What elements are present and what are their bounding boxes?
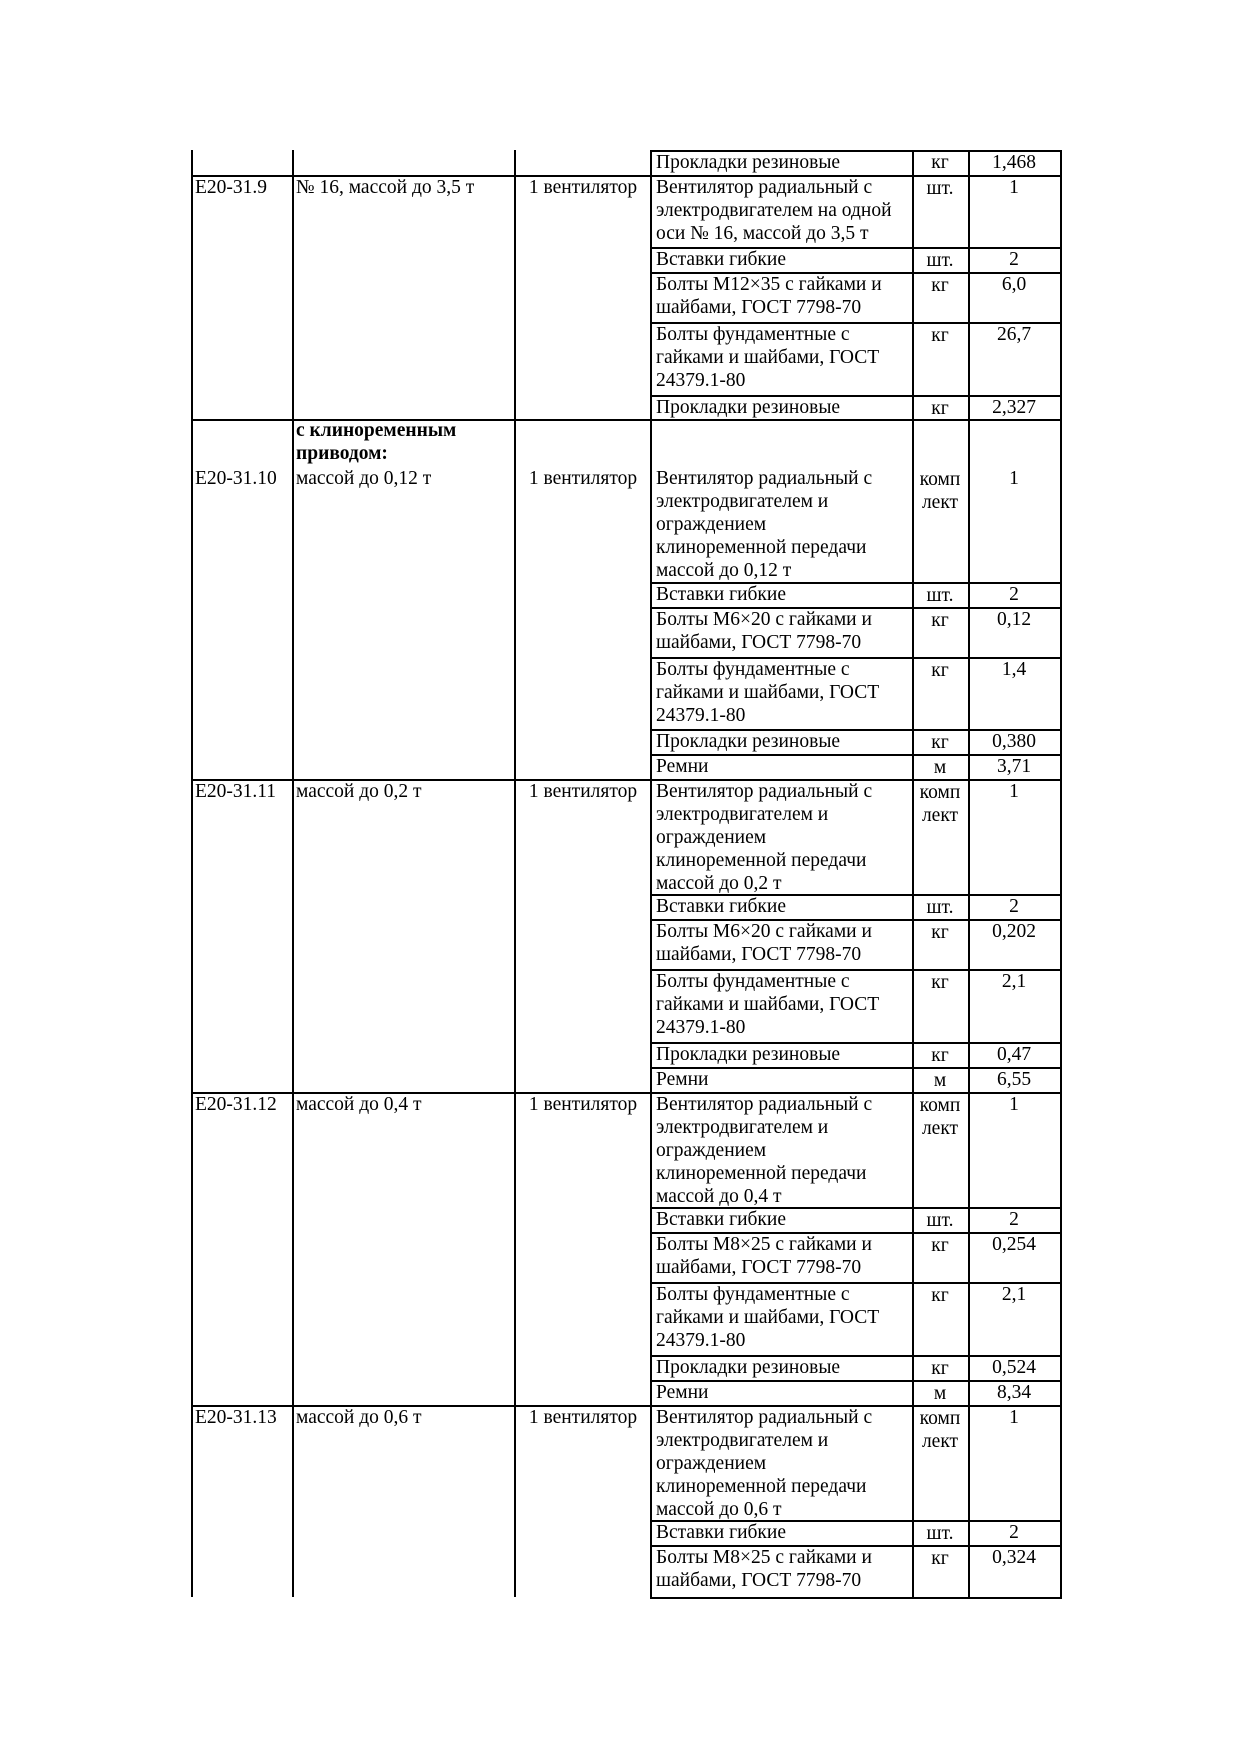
material-cell: Вентилятор радиальный с электродвигателем и ограждением клиноременной передачи массой до 0,12 т	[656, 468, 873, 581]
unit-cell: комп лект	[919, 782, 961, 826]
unit-cell: комп лект	[919, 1408, 961, 1452]
material-cell: Болты М12×35 с гайками и шайбами, ГОСТ 7798-70	[656, 274, 882, 318]
unit-cell: кг	[931, 275, 949, 296]
measure-unit: 1 вентилятор	[528, 177, 638, 198]
rate-code: Е20-31.10	[195, 468, 277, 489]
quantity-cell: 3,71	[996, 756, 1032, 777]
quantity-cell: 2,1	[1001, 1284, 1027, 1305]
material-cell: Болты фундаментные с гайками и шайбами, ГОСТ 24379.1-80	[656, 1284, 880, 1351]
material-cell: Прокладки резиновые	[656, 1357, 841, 1378]
quantity-cell: 8,34	[996, 1382, 1032, 1403]
quantity-cell: 0,380	[992, 731, 1036, 752]
unit-cell: шт.	[926, 897, 954, 918]
unit-cell: м	[933, 1383, 947, 1404]
rate-code: Е20-31.12	[195, 1094, 277, 1115]
work-name: массой до 0,4 т	[296, 1094, 422, 1115]
quantity-cell: 1,468	[992, 152, 1036, 173]
quantity-cell: 6,0	[1001, 274, 1027, 295]
unit-cell: кг	[931, 1235, 949, 1256]
table-rule	[191, 150, 193, 1597]
unit-cell: кг	[931, 732, 949, 753]
material-cell: Ремни	[656, 1382, 709, 1403]
unit-cell: кг	[931, 152, 949, 173]
section-header: с клиноременным приводом:	[296, 420, 457, 464]
rate-code: Е20-31.13	[195, 1407, 277, 1428]
unit-cell: кг	[931, 610, 949, 631]
unit-cell: кг	[931, 1548, 949, 1569]
material-cell: Вставки гибкие	[656, 1209, 786, 1230]
work-name: массой до 0,2 т	[296, 781, 422, 802]
unit-cell: кг	[931, 972, 949, 993]
material-cell: Вентилятор радиальный с электродвигателем и ограждением клиноременной передачи массой до 0,2 т	[656, 781, 873, 894]
measure-unit: 1 вентилятор	[528, 1407, 638, 1428]
work-name: № 16, массой до 3,5 т	[296, 177, 475, 198]
work-name: массой до 0,6 т	[296, 1407, 422, 1428]
unit-cell: шт.	[926, 1523, 954, 1544]
quantity-cell: 6,55	[996, 1069, 1032, 1090]
material-cell: Вентилятор радиальный с электродвигателем на одной оси № 16, массой до 3,5 т	[656, 177, 892, 244]
quantity-cell: 1	[1009, 1094, 1019, 1115]
material-cell: Вставки гибкие	[656, 1522, 786, 1543]
material-cell: Прокладки резиновые	[656, 731, 841, 752]
quantity-cell: 2,1	[1001, 971, 1027, 992]
table-rule	[650, 1597, 1062, 1599]
table-rule	[292, 150, 294, 1597]
material-cell: Болты М8×25 с гайками и шайбами, ГОСТ 7798-70	[656, 1234, 872, 1278]
unit-cell: комп лект	[919, 1095, 961, 1139]
quantity-cell: 0,254	[992, 1234, 1036, 1255]
unit-cell: шт.	[926, 250, 954, 271]
rate-code: Е20-31.9	[195, 177, 268, 198]
quantity-cell: 26,7	[996, 324, 1032, 345]
quantity-cell: 2	[1009, 1522, 1019, 1543]
unit-cell: м	[933, 1070, 947, 1091]
material-cell: Вентилятор радиальный с электродвигателем и ограждением клиноременной передачи массой до 0,4 т	[656, 1094, 873, 1207]
quantity-cell: 2	[1009, 1209, 1019, 1230]
quantity-cell: 2	[1009, 896, 1019, 917]
measure-unit: 1 вентилятор	[528, 1094, 638, 1115]
unit-cell: комп лект	[919, 469, 961, 513]
material-cell: Ремни	[656, 756, 709, 777]
material-cell: Прокладки резиновые	[656, 397, 841, 418]
unit-cell: кг	[931, 1358, 949, 1379]
quantity-cell: 0,324	[992, 1547, 1036, 1568]
unit-cell: шт.	[926, 178, 954, 199]
unit-cell: шт.	[926, 1210, 954, 1231]
material-cell: Болты фундаментные с гайками и шайбами, ГОСТ 24379.1-80	[656, 659, 880, 726]
unit-cell: кг	[931, 398, 949, 419]
quantity-cell: 0,47	[996, 1044, 1032, 1065]
material-cell: Вставки гибкие	[656, 249, 786, 270]
rate-code: Е20-31.11	[195, 781, 277, 802]
quantity-cell: 1	[1009, 1407, 1019, 1428]
quantity-cell: 1	[1009, 781, 1019, 802]
material-cell: Болты М6×20 с гайками и шайбами, ГОСТ 7798-70	[656, 609, 872, 653]
quantity-cell: 0,202	[992, 921, 1036, 942]
material-cell: Вставки гибкие	[656, 896, 786, 917]
quantity-cell: 1	[1009, 177, 1019, 198]
measure-unit: 1 вентилятор	[528, 468, 638, 489]
unit-cell: кг	[931, 1285, 949, 1306]
quantity-cell: 2	[1009, 584, 1019, 605]
table-rule	[650, 419, 1062, 421]
material-cell: Ремни	[656, 1069, 709, 1090]
quantity-cell: 2,327	[992, 397, 1036, 418]
material-cell: Прокладки резиновые	[656, 1044, 841, 1065]
material-cell: Прокладки резиновые	[656, 152, 841, 173]
quantity-cell: 2	[1009, 249, 1019, 270]
material-cell: Вставки гибкие	[656, 584, 786, 605]
unit-cell: кг	[931, 1045, 949, 1066]
unit-cell: м	[933, 757, 947, 778]
unit-cell: кг	[931, 325, 949, 346]
unit-cell: кг	[931, 660, 949, 681]
unit-cell: шт.	[926, 585, 954, 606]
material-cell: Болты М8×25 с гайками и шайбами, ГОСТ 7798-70	[656, 1547, 872, 1591]
quantity-cell: 0,524	[992, 1357, 1036, 1378]
material-cell: Болты фундаментные с гайками и шайбами, ГОСТ 24379.1-80	[656, 324, 880, 391]
material-cell: Болты М6×20 с гайками и шайбами, ГОСТ 7798-70	[656, 921, 872, 965]
quantity-cell: 1,4	[1001, 659, 1027, 680]
material-cell: Вентилятор радиальный с электродвигателем и ограждением клиноременной передачи массой до 0,6 т	[656, 1407, 873, 1520]
unit-cell: кг	[931, 922, 949, 943]
table-rule	[514, 150, 516, 1597]
work-name: массой до 0,12 т	[296, 468, 432, 489]
measure-unit: 1 вентилятор	[528, 781, 638, 802]
quantity-cell: 1	[1009, 468, 1019, 489]
quantity-cell: 0,12	[996, 609, 1032, 630]
material-cell: Болты фундаментные с гайками и шайбами, ГОСТ 24379.1-80	[656, 971, 880, 1038]
